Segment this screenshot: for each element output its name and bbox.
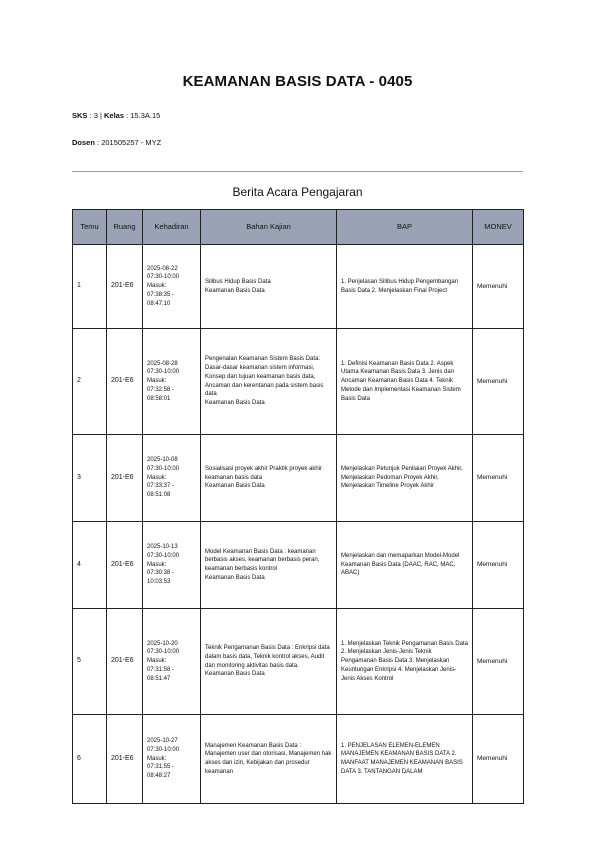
cell-bahan-kajian: Model Keamanan Basis Data : keamanan berbasis akses, keamanan berbasis peran, keamanan berbasis kontrol Keamanan Basis Data [201, 522, 337, 609]
course-meta-dosen: Dosen : 201505257 - MYZ [72, 138, 162, 147]
table-row [73, 329, 524, 435]
cell-kehadiran: 2025-10-13 07:30-10:00 Masuk: 07:30:38 - 10:03:53 [143, 522, 201, 609]
cell-monev: Memenuhi [473, 715, 524, 804]
cell-temu: 1 [73, 245, 107, 329]
divider [72, 171, 523, 172]
cell-kehadiran: 2025-10-27 07:30-10:00 Masuk: 07:31:55 - 08:48:27 [143, 715, 201, 804]
dosen-value: 201505257 - MYZ [101, 138, 162, 147]
cell-ruang: 201-E6 [107, 245, 143, 329]
table-row [73, 609, 524, 715]
col-header-temu: Temu [73, 210, 107, 245]
cell-temu: 4 [73, 522, 107, 609]
cell-ruang: 201-E6 [107, 435, 143, 522]
col-header-monev: MONEV [473, 210, 524, 245]
cell-bap: 1. Penjelasan Silibus Hidup Pengembangan Basis Data 2. Menjelaskan Final Project [337, 245, 473, 329]
cell-monev: Memenuhi [473, 435, 524, 522]
section-title: Berita Acara Pengajaran [232, 185, 363, 199]
cell-ruang: 201-E6 [107, 609, 143, 715]
dosen-label: Dosen [72, 138, 95, 147]
cell-ruang: 201-E6 [107, 522, 143, 609]
col-header-bahan-kajian: Bahan Kajian [201, 210, 337, 245]
cell-bap: 1. Menjelaskan Teknik Pengamanan Basis Data 2. Menjelaskan Jenis-Jenis Teknik Pengamanan Basis Data 3. Menjelaskan Keuntungan Enkripsi 4. Menjelaskan Jenis-Jenis Akses Kontrol [337, 609, 473, 715]
table-row [73, 435, 524, 522]
sks-value: 3 [93, 111, 98, 120]
col-header-kehadiran: Kehadiran [143, 210, 201, 245]
kelas-label: Kelas [103, 111, 124, 120]
cell-bap: Menjelaskan Petunjuk Penilaian Proyek Akhir, Menjelaskan Pedoman Proyek Akhir, Menjelaskan Timeline Proyek Akhir [337, 435, 473, 522]
kelas-value: 15.3A.15 [130, 111, 161, 120]
cell-temu: 6 [73, 715, 107, 804]
cell-temu: 5 [73, 609, 107, 715]
table-row [73, 245, 524, 329]
cell-bahan-kajian: Sosialisasi proyek akhir Praktik proyek akhir keamanan basis data Keamanan Basis Data [201, 435, 337, 522]
cell-monev: Memenuhi [473, 609, 524, 715]
bap-table [72, 209, 524, 804]
cell-bap: 1. PENJELASAN ELEMEN-ELEMEN MANAJEMEN KEAMANAN BASIS DATA 2. MANFAAT MANAJEMEN KEAMANAN BASIS DATA 3. TANTANGAN DALAM [337, 715, 473, 804]
cell-bahan-kajian: Manajemen Keamanan Basis Data : Manajemen user dan otorisasi, Manajemen hak akses dan izin, Kebijakan dan prosedur keamanan [201, 715, 337, 804]
table-row [73, 522, 524, 609]
col-header-ruang: Ruang [107, 210, 143, 245]
cell-bahan-kajian: Silibus Hidup Basis Data Keamanan Basis Data [201, 245, 337, 329]
course-meta-sks: SKS : 3 | Kelas : 15.3A.15 [72, 111, 161, 120]
cell-bap: Menjelaskan dan memaparkan Model-Model Keamanan Basis Data (DAAC, RAC, MAC, ABAC) [337, 522, 473, 609]
cell-bahan-kajian: Pengenalan Keamanan Sistem Basis Data: Dasar-dasar keamanan sistem informasi, Konsep dan tujuan keamanan basis data, Ancaman dan kerentanan pada sistem basis data Keamanan Basis Data [201, 329, 337, 435]
cell-temu: 3 [73, 435, 107, 522]
cell-ruang: 201-E6 [107, 329, 143, 435]
cell-kehadiran: 2025-08-28 07:30-10:00 Masuk: 07:32:58 - 08:58:01 [143, 329, 201, 435]
cell-bahan-kajian: Teknik Pengamanan Basis Data : Enkripsi data dalam basis data, Teknik kontrol akses, Audit dan monitoring aktivitas basis data. Keamanan Basis Data [201, 609, 337, 715]
cell-kehadiran: 2025-10-20 07:30-10:00 Masuk: 07:31:58 - 08:51:47 [143, 609, 201, 715]
table-row [73, 715, 524, 804]
cell-temu: 2 [73, 329, 107, 435]
cell-monev: Memenuhi [473, 245, 524, 329]
cell-kehadiran: 2025-10-08 07:30-10:00 Masuk: 07:33:37 - 08:51:08 [143, 435, 201, 522]
cell-kehadiran: 2025-08-22 07:30-10:00 Masuk: 07:38:35 - 08:47:10 [143, 245, 201, 329]
col-header-bap: BAP [337, 210, 473, 245]
cell-monev: Memenuhi [473, 522, 524, 609]
table-header-row [73, 210, 524, 245]
sks-label: SKS [72, 111, 88, 120]
cell-monev: Memenuhi [473, 329, 524, 435]
cell-bap: 1. Definisi Keamanan Basis Data 2. Aspek Utama Keamanan Basis Data 3. Jenis dan Ancaman Keamanan Basis Data 4. Teknik Metode dan Implementasi Keamanan Sistem Basis Data [337, 329, 473, 435]
cell-ruang: 201-E6 [107, 715, 143, 804]
course-title: KEAMANAN BASIS DATA - 0405 [182, 73, 413, 90]
